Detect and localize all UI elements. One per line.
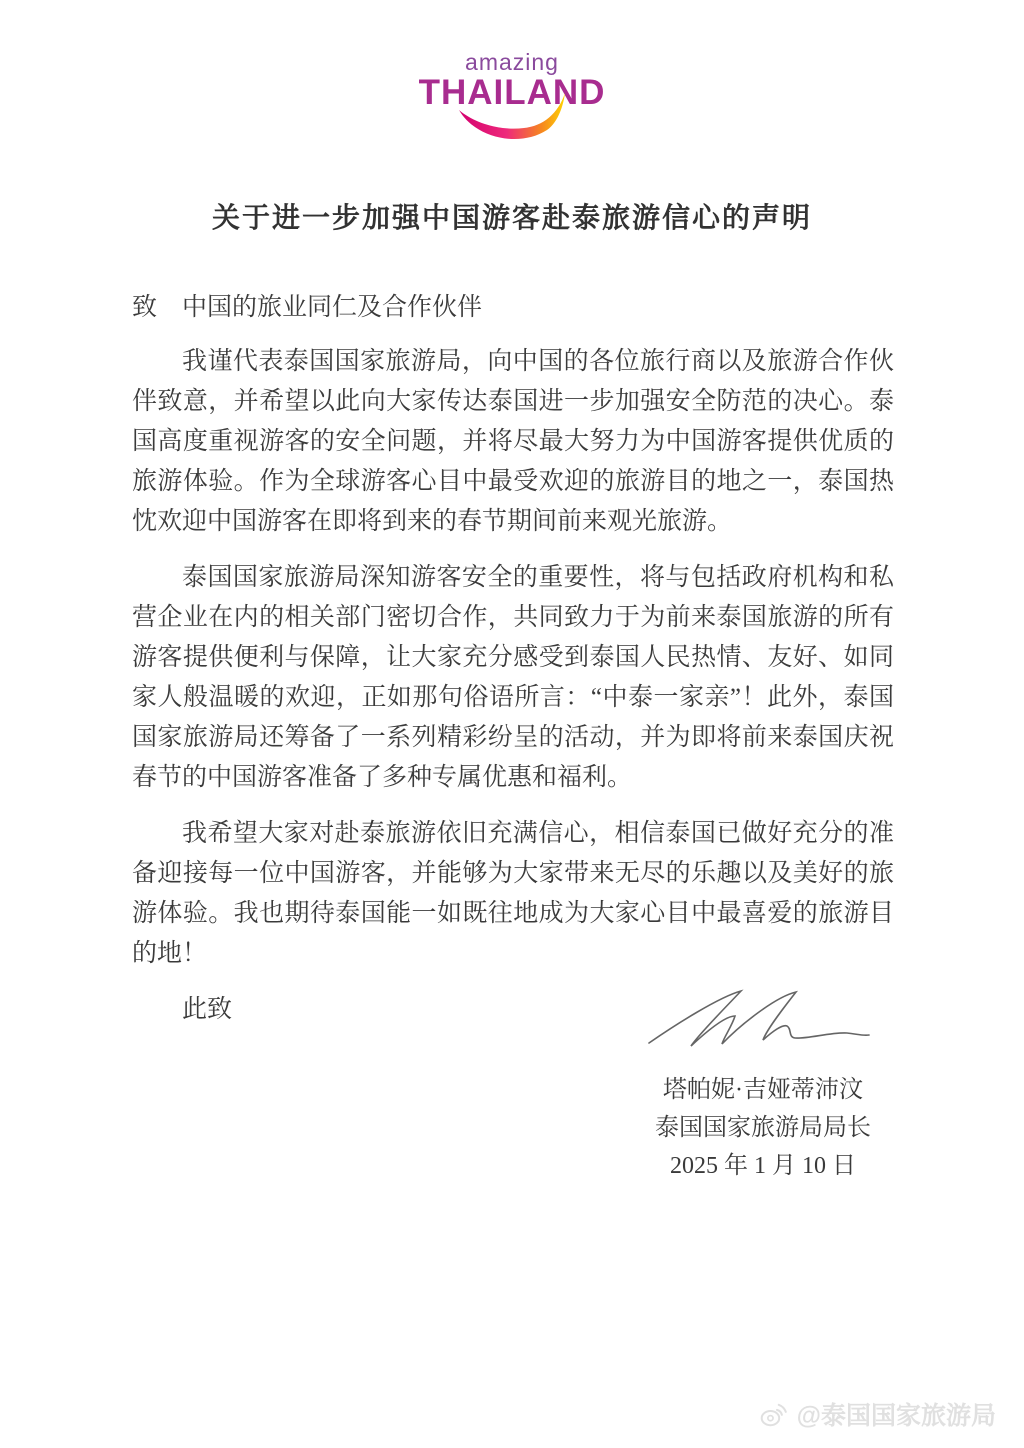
closing-line: 此致 [182,996,233,1023]
logo-thailand-text: THAILAND [418,73,606,112]
weibo-watermark [759,1396,996,1432]
paragraph-1: 我谨代表泰国国家旅游局，向中国的各位旅行商以及旅游合作伙伴致意，并希望以此向大家传达泰国进一步加强安全防范的决心。泰国高度重视游客的安全问题，并将尽最大努力为中国游客提供优质的旅游体验。作为全球游客心目中最受欢迎的旅游目的地之一，泰国热忱欢迎中国游客在即将到来的春节期间前来观光旅游。 [132,348,894,535]
watermark-handle: @泰国国家旅游局 [796,1402,996,1430]
handwritten-signature-icon [643,985,883,1063]
salutation-line: 致 中国的旅业同仁及合作伙伴 [132,294,483,321]
signature-block [598,985,928,1185]
logo-amazing-text: amazing [465,49,559,75]
paragraph-3: 我希望大家对赴泰旅游依旧充满信心，相信泰国已做好充分的准备迎接每一位中国游客，并能够为大家带来无尽的乐趣以及美好的旅游体验。我也期待泰国能一如既往地成为大家心目中最喜爱的旅游目的地！ [132,820,894,967]
amazing-thailand-logo [0,46,1024,150]
signer-name: 塔帕妮·吉娅蒂沛汶 [663,1077,863,1103]
weibo-icon [759,1401,789,1427]
paragraph-2: 泰国国家旅游局深知游客安全的重要性，将与包括政府机构和私营企业在内的相关部门密切合作，共同致力于为前来泰国旅游的所有游客提供便利与保障，让大家充分感受到泰国人民热情、友好、如同家人般温暖的欢迎，正如那句俗语所言：“中泰一家亲”！此外，泰国国家旅游局还筹备了一系列精彩纷呈的活动，并为即将前来泰国庆祝春节的中国游客准备了多种专属优惠和福利。 [132,564,894,791]
signature-date: 2025 年 1 月 10 日 [670,1153,856,1179]
letter-body [132,288,894,1030]
thailand-logo-icon [397,46,627,150]
signer-title: 泰国国家旅游局局长 [655,1115,871,1141]
statement-title: 关于进一步加强中国游客赴泰旅游信心的声明 [211,203,812,234]
